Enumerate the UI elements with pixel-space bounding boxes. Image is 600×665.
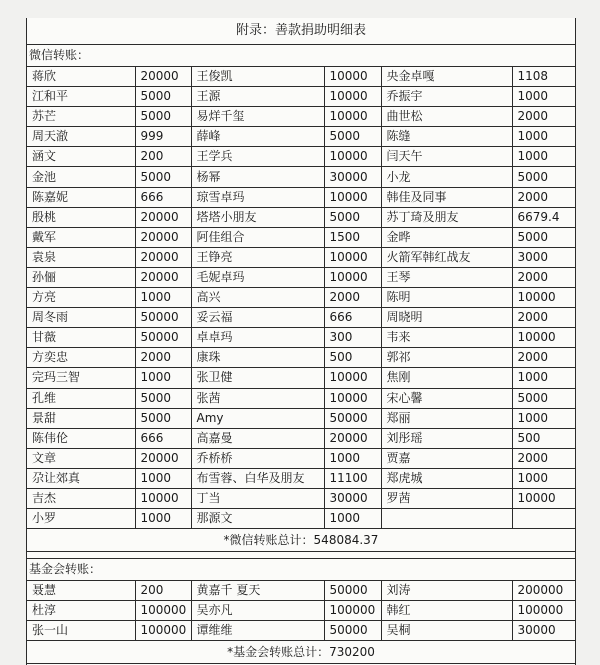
donor-name: 那源文 [191,509,324,529]
donation-amount: 500 [324,348,381,368]
table-row [27,288,575,308]
donation-amount: 100000 [324,601,381,621]
donation-amount: 1000 [135,368,191,388]
donation-amount: 100000 [512,601,575,621]
donation-amount: 200 [135,147,191,167]
donation-amount: 50000 [324,621,381,641]
donation-amount: 20000 [324,428,381,448]
table-row [27,167,575,187]
donor-name: 袁泉 [27,247,135,267]
table-row [27,67,575,87]
donation-amount: 10000 [324,267,381,287]
donation-amount: 500 [512,428,575,448]
donation-amount: 10000 [324,147,381,167]
donation-amount: 1000 [512,468,575,488]
table-row [27,448,575,468]
donor-name: 刘涛 [381,581,512,601]
table-row [27,348,575,368]
donation-amount: 2000 [512,348,575,368]
donor-name: 妥云福 [191,308,324,328]
donor-name: 杨幂 [191,167,324,187]
table-row [27,468,575,488]
donation-amount: 6679.4 [512,207,575,227]
donor-name: 孙俪 [27,267,135,287]
donation-amount: 30000 [324,488,381,508]
donor-name: 韩红 [381,601,512,621]
donation-amount: 999 [135,127,191,147]
donor-name: 陈明 [381,288,512,308]
donor-name: 尕让郊真 [27,468,135,488]
donation-amount: 5000 [135,408,191,428]
donor-name: 韦来 [381,328,512,348]
table-row [27,328,575,348]
donation-amount: 20000 [135,267,191,287]
donation-amount: 666 [135,187,191,207]
donor-name: 陈缝 [381,127,512,147]
donor-name: 乔振宇 [381,87,512,107]
donation-amount: 50000 [135,328,191,348]
donor-name: 陈伟伦 [27,428,135,448]
donation-amount: 200 [135,581,191,601]
donor-name: 王铮亮 [191,247,324,267]
table-row [27,428,575,448]
donor-name: 贾嘉 [381,448,512,468]
donor-name: 吉杰 [27,488,135,508]
donation-amount: 5000 [512,388,575,408]
donor-name: 卓卓玛 [191,328,324,348]
table-row [27,621,575,641]
donation-amount: 5000 [512,167,575,187]
donor-name: 薛峰 [191,127,324,147]
donation-amount: 20000 [135,247,191,267]
donation-amount: 100000 [135,621,191,641]
donor-name: 康珠 [191,348,324,368]
donor-name: 火箭军韩红战友 [381,247,512,267]
donor-name: 王源 [191,87,324,107]
donation-amount: 2000 [135,348,191,368]
donor-name: 涵文 [27,147,135,167]
donor-name: 吴桐 [381,621,512,641]
donor-name: 郭祁 [381,348,512,368]
donor-name: 小龙 [381,167,512,187]
donation-amount: 1500 [324,227,381,247]
donor-name: 方奕忠 [27,348,135,368]
donation-amount: 2000 [512,107,575,127]
donation-amount: 2000 [324,288,381,308]
donation-amount: 5000 [135,87,191,107]
donor-name: 郑虎城 [381,468,512,488]
donation-amount: 5000 [135,388,191,408]
donation-amount: 1000 [512,408,575,428]
donation-amount: 20000 [135,227,191,247]
donor-name: 王琴 [381,267,512,287]
donor-name: 高嘉曼 [191,428,324,448]
donor-name: 乔桥桥 [191,448,324,468]
wechat-total: *微信转账总计：548084.37 [27,529,575,552]
donation-amount: 1000 [135,468,191,488]
donation-amount: 1000 [512,127,575,147]
foundation-total: *基金会转账总计：730200 [27,641,575,664]
donor-name: 苏芒 [27,107,135,127]
donor-name: 高兴 [191,288,324,308]
table-row [27,509,575,529]
donation-amount: 10000 [512,288,575,308]
donation-amount: 1000 [135,509,191,529]
donation-sheet [26,18,576,665]
donor-name: 张茜 [191,388,324,408]
donor-name: 王俊凯 [191,67,324,87]
donation-amount: 1000 [512,368,575,388]
foundation-donation-table [27,581,575,641]
donor-name: 刘彤瑶 [381,428,512,448]
donation-amount: 2000 [512,267,575,287]
donation-amount: 3000 [512,247,575,267]
donor-name: 孔维 [27,388,135,408]
donor-name: 琼雪卓玛 [191,187,324,207]
donor-name: 陈嘉妮 [27,187,135,207]
donor-name: 金池 [27,167,135,187]
donation-amount: 20000 [135,67,191,87]
table-row [27,308,575,328]
donation-amount [512,509,575,529]
table-row [27,408,575,428]
donor-name: 张卫健 [191,368,324,388]
donor-name: 周冬雨 [27,308,135,328]
donation-amount: 1000 [324,448,381,468]
donation-amount: 50000 [135,308,191,328]
donation-amount: 666 [135,428,191,448]
donor-name [381,509,512,529]
table-row [27,87,575,107]
donor-name: 杜淳 [27,601,135,621]
table-row [27,187,575,207]
donor-name: 金晔 [381,227,512,247]
donor-name: 韩佳及同事 [381,187,512,207]
donor-name: 苏丁琦及朋友 [381,207,512,227]
donation-amount: 10000 [324,87,381,107]
donation-amount: 2000 [512,187,575,207]
donor-name: 周天澈 [27,127,135,147]
donor-name: 方亮 [27,288,135,308]
donor-name: 王学兵 [191,147,324,167]
donation-amount: 30000 [324,167,381,187]
donor-name: 殷桃 [27,207,135,227]
donor-name: 小罗 [27,509,135,529]
donation-amount: 2000 [512,308,575,328]
table-row [27,207,575,227]
donation-amount: 30000 [512,621,575,641]
donor-name: 蒋欣 [27,67,135,87]
donation-amount: 10000 [324,187,381,207]
donor-name: 景甜 [27,408,135,428]
donation-amount: 100000 [135,601,191,621]
donor-name: 曲世松 [381,107,512,127]
donation-amount: 10000 [324,388,381,408]
donation-amount: 50000 [324,408,381,428]
donation-amount: 10000 [324,67,381,87]
donor-name: 谭维维 [191,621,324,641]
donor-name: 丁当 [191,488,324,508]
donor-name: 阿佳组合 [191,227,324,247]
donation-amount: 300 [324,328,381,348]
donation-amount: 5000 [512,227,575,247]
donor-name: 塔塔小朋友 [191,207,324,227]
donation-amount: 20000 [135,207,191,227]
donor-name: 毛妮卓玛 [191,267,324,287]
donation-amount: 1000 [324,509,381,529]
donation-amount: 10000 [324,368,381,388]
donor-name: 闫天午 [381,147,512,167]
table-row [27,488,575,508]
donation-amount: 1108 [512,67,575,87]
donation-amount: 10000 [324,107,381,127]
table-row [27,227,575,247]
donor-name: 郑丽 [381,408,512,428]
donation-amount: 50000 [324,581,381,601]
table-row [27,267,575,287]
table-row [27,127,575,147]
table-row [27,247,575,267]
donation-amount: 10000 [512,328,575,348]
donor-name: 黄嘉千 夏天 [191,581,324,601]
table-row [27,601,575,621]
donation-amount: 5000 [135,167,191,187]
donation-amount: 200000 [512,581,575,601]
donor-name: 文章 [27,448,135,468]
donation-amount: 1000 [135,288,191,308]
donor-name: 完玛三智 [27,368,135,388]
table-row [27,368,575,388]
donation-amount: 10000 [324,247,381,267]
donor-name: 罗茜 [381,488,512,508]
table-row [27,581,575,601]
donor-name: 周晓明 [381,308,512,328]
table-row [27,147,575,167]
foundation-section-heading: 基金会转账： [27,559,575,581]
donor-name: 聂慧 [27,581,135,601]
table-row [27,388,575,408]
donor-name: 央金卓嘎 [381,67,512,87]
donation-amount: 11100 [324,468,381,488]
donation-amount: 5000 [135,107,191,127]
donor-name: 江和平 [27,87,135,107]
donation-amount: 1000 [512,147,575,167]
donation-amount: 10000 [135,488,191,508]
donor-name: 甘薇 [27,328,135,348]
wechat-section-heading: 微信转账： [27,45,575,67]
donation-amount: 10000 [512,488,575,508]
donor-name: 布雪蓉、白华及朋友 [191,468,324,488]
donor-name: 张一山 [27,621,135,641]
wechat-donation-table [27,67,575,529]
donation-amount: 5000 [324,127,381,147]
section-gap [27,552,575,559]
donor-name: Amy [191,408,324,428]
donation-amount: 2000 [512,448,575,468]
page-title: 附录：善款捐助明细表 [27,18,575,45]
donor-name: 宋心馨 [381,388,512,408]
donor-name: 易烊千玺 [191,107,324,127]
donor-name: 吴亦凡 [191,601,324,621]
donation-amount: 20000 [135,448,191,468]
donation-amount: 5000 [324,207,381,227]
donation-amount: 666 [324,308,381,328]
table-row [27,107,575,127]
donor-name: 焦刚 [381,368,512,388]
donation-amount: 1000 [512,87,575,107]
donor-name: 戴军 [27,227,135,247]
